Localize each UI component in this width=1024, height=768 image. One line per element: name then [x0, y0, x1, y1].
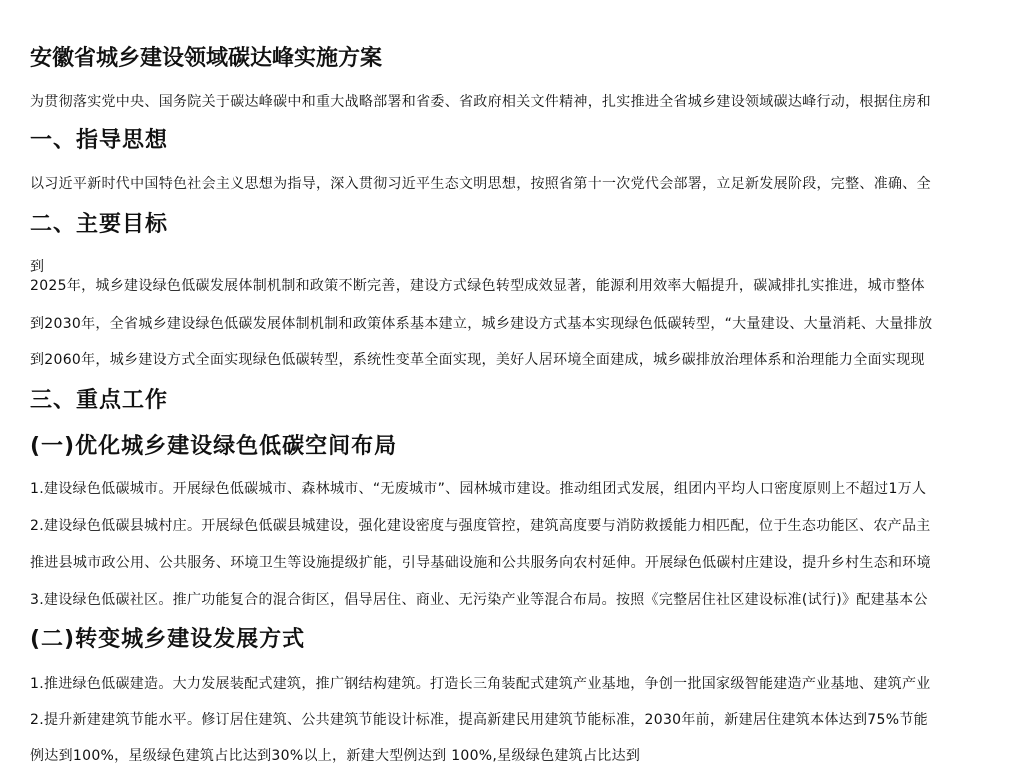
- goal-2060-paragraph: 到2060年，城乡建设方式全面实现绿色低碳转型，系统性变革全面实现，美好人居环境全面建成，城乡碳排放治理体系和治理能力全面实现现: [30, 352, 925, 368]
- item-green-city: 1.建设绿色低碳城市。开展绿色低碳城市、森林城市、“无废城市”、园林城市建设。推动组团式发展，组团内平均人口密度原则上不超过1万人: [30, 481, 927, 497]
- document-body: [30, 0, 1024, 768]
- item-building-energy-efficiency-continued: 例达到100%，星级绿色建筑占比达到30%以上，新建大型例达到 100%,星级绿色建筑占比达到: [30, 748, 641, 764]
- item-green-construction: 1.推进绿色低碳建造。大力发展装配式建筑，推广钢结构建筑。打造长三角装配式建筑产业基地，争创一批国家级智能建造产业基地、建筑产业: [30, 676, 931, 692]
- item-green-county-village-continued: 推进县城市政公用、公共服务、环境卫生等设施提级扩能，引导基础设施和公共服务向农村延伸。开展绿色低碳村庄建设，提升乡村生态和环境: [30, 555, 931, 571]
- section-heading-main-goals: 二、主要目标: [30, 212, 169, 237]
- subsection-heading-development-mode: (二)转变城乡建设发展方式: [30, 627, 306, 652]
- page-title: 安徽省城乡建设领域碳达峰实施方案: [30, 46, 383, 71]
- guiding-ideology-paragraph: 以习近平新时代中国特色社会主义思想为指导，深入贯彻习近平生态文明思想，按照省第十一次党代会部署，立足新发展阶段，完整、准确、全: [30, 176, 931, 192]
- goal-2025-paragraph: 2025年，城乡建设绿色低碳发展体制机制和政策不断完善，建设方式绿色转型成效显著，能源利用效率大幅提升，碳减排扎实推进，城市整体: [30, 278, 925, 294]
- goal-2025-prefix: 到: [30, 259, 45, 275]
- goal-2030-paragraph: 到2030年，全省城乡建设绿色低碳发展体制机制和政策体系基本建立，城乡建设方式基本实现绿色低碳转型，“大量建设、大量消耗、大量排放: [30, 316, 933, 332]
- subsection-heading-spatial-layout: (一)优化城乡建设绿色低碳空间布局: [30, 434, 398, 459]
- item-green-community: 3.建设绿色低碳社区。推广功能复合的混合街区，倡导居住、商业、无污染产业等混合布局。按照《完整居住社区建设标准(试行)》配建基本公: [30, 592, 928, 608]
- intro-paragraph: 为贯彻落实党中央、国务院关于碳达峰碳中和重大战略部署和省委、省政府相关文件精神，扎实推进全省城乡建设领域碳达峰行动，根据住房和: [30, 94, 931, 110]
- item-green-county-village: 2.建设绿色低碳县城村庄。开展绿色低碳县城建设，强化建设密度与强度管控，建筑高度要与消防救援能力相匹配，位于生态功能区、农产品主: [30, 518, 931, 534]
- item-building-energy-efficiency: 2.提升新建建筑节能水平。修订居住建筑、公共建筑节能设计标准，提高新建民用建筑节能标准，2030年前，新建居住建筑本体达到75%节能: [30, 712, 928, 728]
- section-heading-guiding-ideology: 一、指导思想: [30, 128, 169, 153]
- section-heading-key-work: 三、重点工作: [30, 388, 169, 413]
